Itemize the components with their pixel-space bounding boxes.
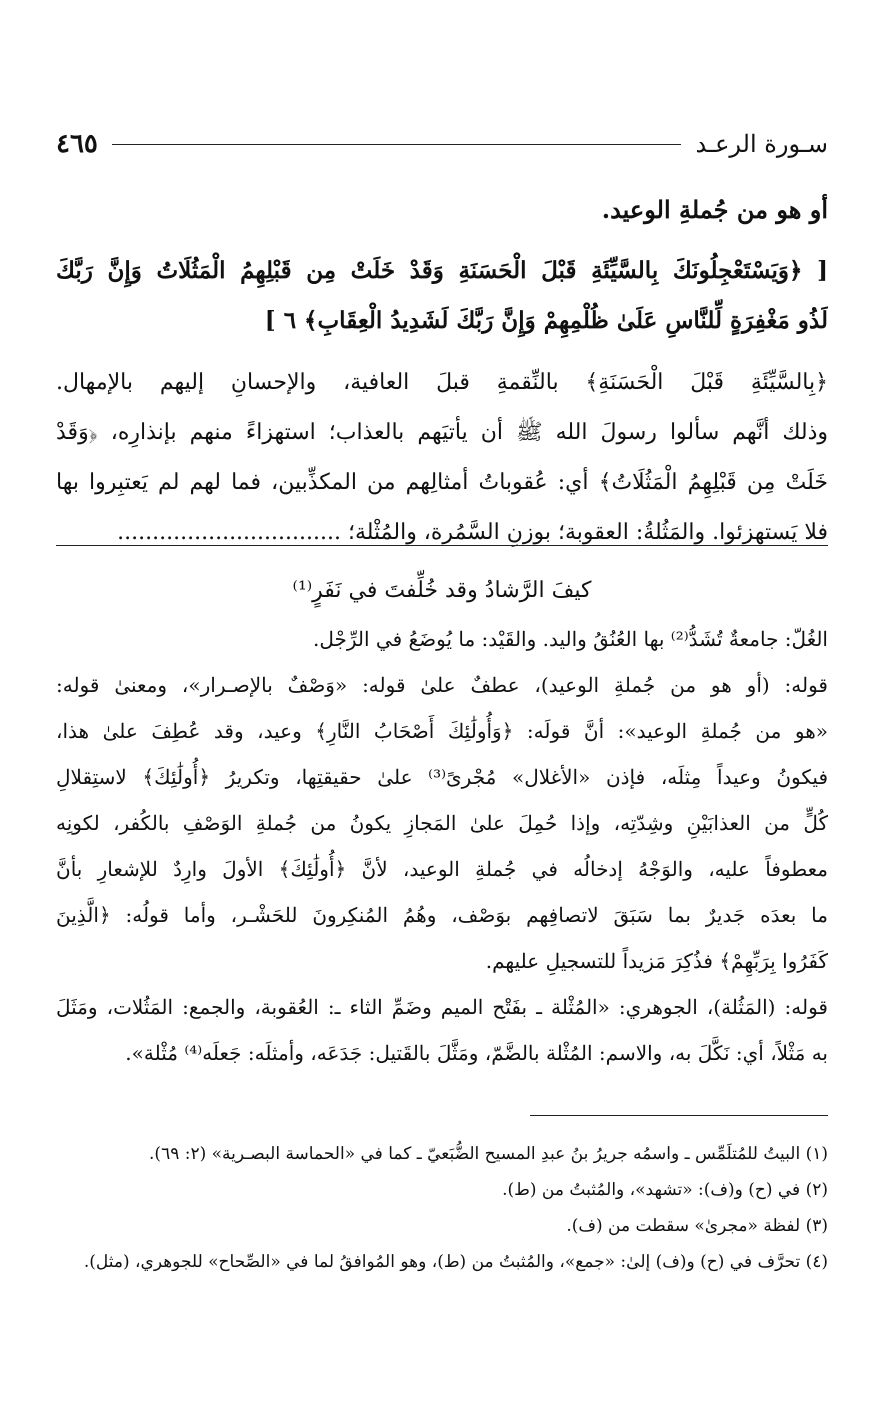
commentary-line: ما بعدَه جَديرٌ بما سَبَقَ لاتصافِهم بوَصْف، وهُمُ المُنكِرونَ للحَشْـر، وأما قولُه: ﴿الَّذِينَ (56, 903, 828, 927)
footnote: (٤) تحرَّف في (ح) و(ف) إلىٰ: «جمع»، والمُثبتُ من (ط)، وهو المُوافقُ لما في «الصِّحاح» للجوهري، (مثل). (83, 1252, 828, 1272)
commentary-line: قوله: (المَثُلة)، الجوهري: «المُثْلة ـ بفَتْح الميم وضَمِّ الثاء ـ: العُقوبة، والجمع: المَثُلات، ومَثَلَ (56, 995, 828, 1019)
poem-verse: كيفَ الرَّشادُ وقد خُلِّفتَ في نَفَرٍ⁽¹⁾ (292, 578, 592, 603)
page-number: ٤٦٥ (56, 129, 98, 159)
header-rule (112, 144, 682, 145)
main-text (56, 186, 828, 558)
quran-verse-line: لَذُو مَغْفِرَةٍ لِّلنَّاسِ عَلَىٰ ظُلْمِهِمْ وَإِنَّ رَبَّكَ لَشَدِيدُ الْعِقَابِ﴾ ٦ ] (264, 307, 828, 334)
commentary-line: معطوفاً عليه، والوَجْهُ إدخالُه في جُملةِ الوعيد، لأنَّ ﴿أُولَٰئِكَ﴾ الأولَ وارِدٌ للإشعارِ بأنَّ (56, 857, 828, 881)
commentary-line: كَفَرُوا بِرَبِّهِمْ﴾ فذُكِرَ مَزيداً للتسجيلِ عليهم. (485, 949, 828, 973)
commentary-line: «هو من جُملةِ الوعيد»: أنَّ قولَه: ﴿وَأُولَٰئِكَ أَصْحَابُ النَّارِ﴾ وعيد، وقد عُطِفَ علىٰ هذا، (56, 719, 828, 743)
explanation-line: فلا يَستهزئوا. والمَثُلةُ: العقوبة؛ بوزنِ السَّمُرة، والمُثْلة؛ ................................ (117, 520, 828, 545)
commentary-line: به مَثْلاً، أي: نَكَّلَ به، والاسم: المُثْلة بالضَّمّ، ومَثَّلَ بالقَتيل: جَدَعَه، وأمثلَه: جَعلَه⁽⁴⁾ مُثْلة». (125, 1041, 828, 1065)
explanation-line: ﴿بِالسَّيِّئَةِ قَبْلَ الْحَسَنَةِ﴾ بالنِّقمةِ قبلَ العافية، والإحسانِ إليهم بالإمهال. (56, 370, 828, 395)
quran-verse-line: [ ﴿وَيَسْتَعْجِلُونَكَ بِالسَّيِّئَةِ قَبْلَ الْحَسَنَةِ وَقَدْ خَلَتْ مِن قَبْلِهِمُ الْمَثُلَاتُ وَإِنَّ رَبَّكَ (56, 257, 828, 284)
commentary-block (56, 566, 828, 1076)
surah-title: سـورة الرعـد (695, 130, 828, 158)
commentary-line: فيكونُ وعيداً مِثلَه، فإذن «الأغلال» مُجْرىً⁽³⁾ علىٰ حقيقتِها، وتكريرُ ﴿أُولَٰئِكَ﴾ لاستِقلالِ (56, 765, 828, 789)
footnote: (٣) لفظة «مجرىٰ» سقطت من (ف). (566, 1216, 828, 1236)
commentary-line: قوله: (أو هو من جُملةِ الوعيد)، عطفٌ علىٰ قوله: «وَصْفٌ بالإصـرار»، ومعنىٰ قوله: (56, 673, 828, 697)
footnote: (٢) في (ح) و(ف): «تشهد»، والمُثبتُ من (ط). (502, 1180, 828, 1200)
page-header (56, 124, 828, 164)
explanation-line: خَلَتْ مِن قَبْلِهِمُ الْمَثُلَاتُ﴾ أي: عُقوباتُ أمثالِهم من المكذِّبين، فما لهم لم يَعتبِروا بها (56, 470, 828, 495)
commentary-line: الغُلّ: جامعةٌ تُشَدُّ⁽²⁾ بها العُنُقُ واليد. والقَيْد: ما يُوضَعُ في الرِّجْل. (313, 627, 828, 651)
section-heading: أو هو من جُملةِ الوعيد. (601, 195, 828, 224)
footnotes (56, 1136, 828, 1280)
footnote: (١) البيتُ للمُتلَمِّس ـ واسمُه جريرُ بنُ عبدِ المسيح الضُّبَعيّ ـ كما في «الحماسة البصـرية» (٢: ٦٩). (149, 1144, 828, 1164)
commentary-line: كُلٍّ من العذابَيْنِ وشِدّتِه، وإذا حُمِلَ علىٰ المَجازِ يكونُ من جُملةِ الوَصْفِ بالكُفر، لكونِه (56, 811, 828, 835)
explanation-line: وذلك أنَّهم سألوا رسولَ الله ﷺ أن يأتيَهم بالعذاب؛ استهزاءً منهم بإنذارِه، ﴿وَقَدْ (56, 420, 828, 445)
footnote-divider (530, 1115, 828, 1116)
main-divider (56, 545, 828, 546)
